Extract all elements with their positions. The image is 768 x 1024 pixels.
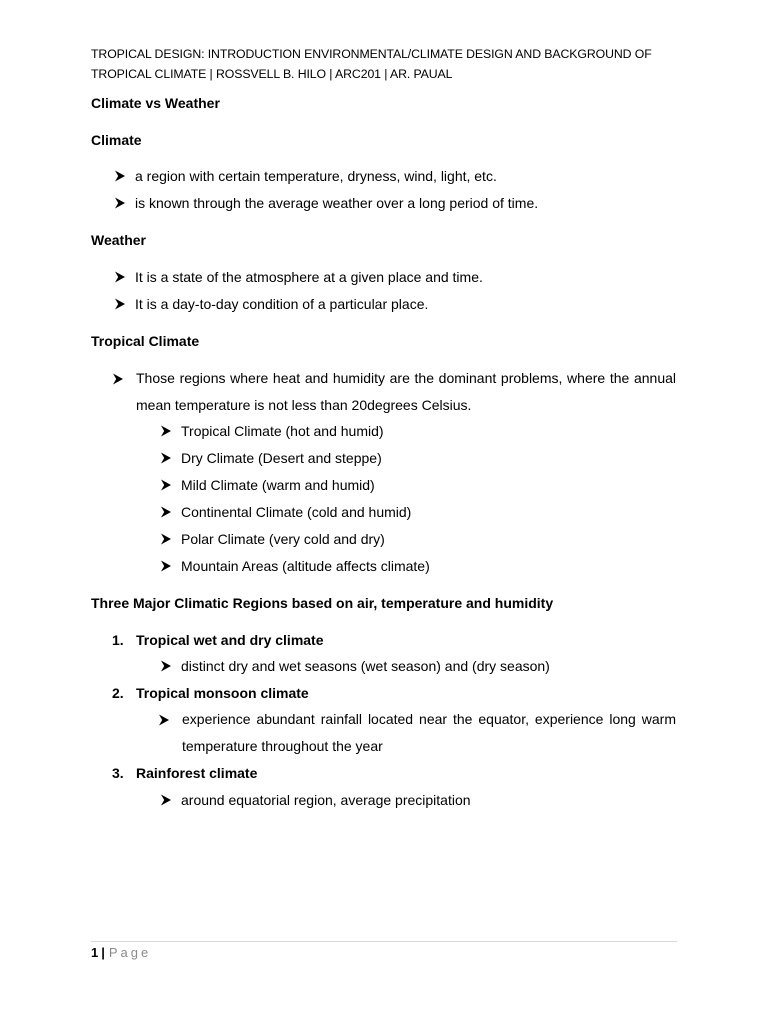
header-line-1: TROPICAL DESIGN: INTRODUCTION ENVIRONMENTAL/CLIMATE DESIGN AND BACKGROUND OF	[91, 47, 652, 61]
arrowhead-bullet-icon	[114, 267, 126, 287]
item-number: 2.	[112, 685, 124, 701]
footer-separator: |	[101, 945, 105, 960]
document-page: TROPICAL DESIGN: INTRODUCTION ENVIRONMENTAL/CLIMATE DESIGN AND BACKGROUND OF TROPICAL CLIMATE | ROSSVELL B. HILO | ARC201 | AR. PAUAL Climate vs Weather Climate a region with certain temperature, dryness, wind, light, etc. is known through the average weather over a long period of time. Weather It is a state of the atmosphere at a given place and time. It is a day-to-day condition of a particular place. Tropical Climate Those regions where heat and humidity are the dominant problems, where the annual mean temperature is not less than 20degrees Celsius. Tropical Climate (hot and humid) Dry Climate (Desert and steppe) Mild Climate (warm and humid) Continental Climate (cold and humid) Polar Climate (very cold and dry) Mountain Areas (altitude affects climate) Three Major Climatic Regions based on air, temperature and humidity 1. Tropical wet and dry climate distinct dry and wet seasons (wet season) and (dry season) 2. Tropical monsoon climate experience abundant rainfall located near the equator, experience long warm temperature throughout the year 3. Rainforest climate around equatorial region, average precipitation 1 | Page	[0, 0, 768, 1024]
page-number: 1	[91, 945, 99, 960]
arrowhead-bullet-icon	[160, 475, 172, 495]
tropical-climate-paragraph: Those regions where heat and humidity are the dominant problems, where the annual mean temperature is not less than 20degrees Celsius.	[112, 365, 676, 419]
item-title: Tropical wet and dry climate	[136, 632, 324, 648]
arrowhead-bullet-icon	[160, 790, 172, 810]
arrowhead-bullet-icon	[160, 421, 172, 441]
climate-heading: Climate	[91, 132, 142, 148]
arrowhead-bullet-icon	[160, 448, 172, 468]
arrowhead-bullet-icon	[160, 656, 172, 676]
arrowhead-bullet-icon	[114, 193, 126, 213]
footer-divider	[91, 941, 677, 942]
item-number: 3.	[112, 765, 124, 781]
running-header	[91, 44, 691, 84]
list-item: experience abundant rainfall located near the equator, experience long warm temperature throughout the year	[158, 706, 676, 760]
header-line-2: TROPICAL CLIMATE | ROSSVELL B. HILO | ARC201 | AR. PAUAL	[91, 67, 453, 81]
arrowhead-bullet-icon	[112, 369, 124, 389]
page-footer	[91, 943, 151, 963]
tropical-climate-heading: Tropical Climate	[91, 333, 200, 349]
item-title: Tropical monsoon climate	[136, 685, 309, 701]
arrowhead-bullet-icon	[160, 556, 172, 576]
item-number: 1.	[112, 632, 124, 648]
weather-heading: Weather	[91, 232, 146, 248]
page-label: Page	[108, 945, 152, 960]
arrowhead-bullet-icon	[158, 710, 170, 730]
arrowhead-bullet-icon	[160, 502, 172, 522]
arrowhead-bullet-icon	[114, 294, 126, 314]
document-title: Climate vs Weather	[91, 95, 220, 111]
arrowhead-bullet-icon	[114, 166, 126, 186]
climatic-regions-heading: Three Major Climatic Regions based on air, temperature and humidity	[91, 595, 554, 611]
arrowhead-bullet-icon	[160, 529, 172, 549]
item-title: Rainforest climate	[136, 765, 258, 781]
